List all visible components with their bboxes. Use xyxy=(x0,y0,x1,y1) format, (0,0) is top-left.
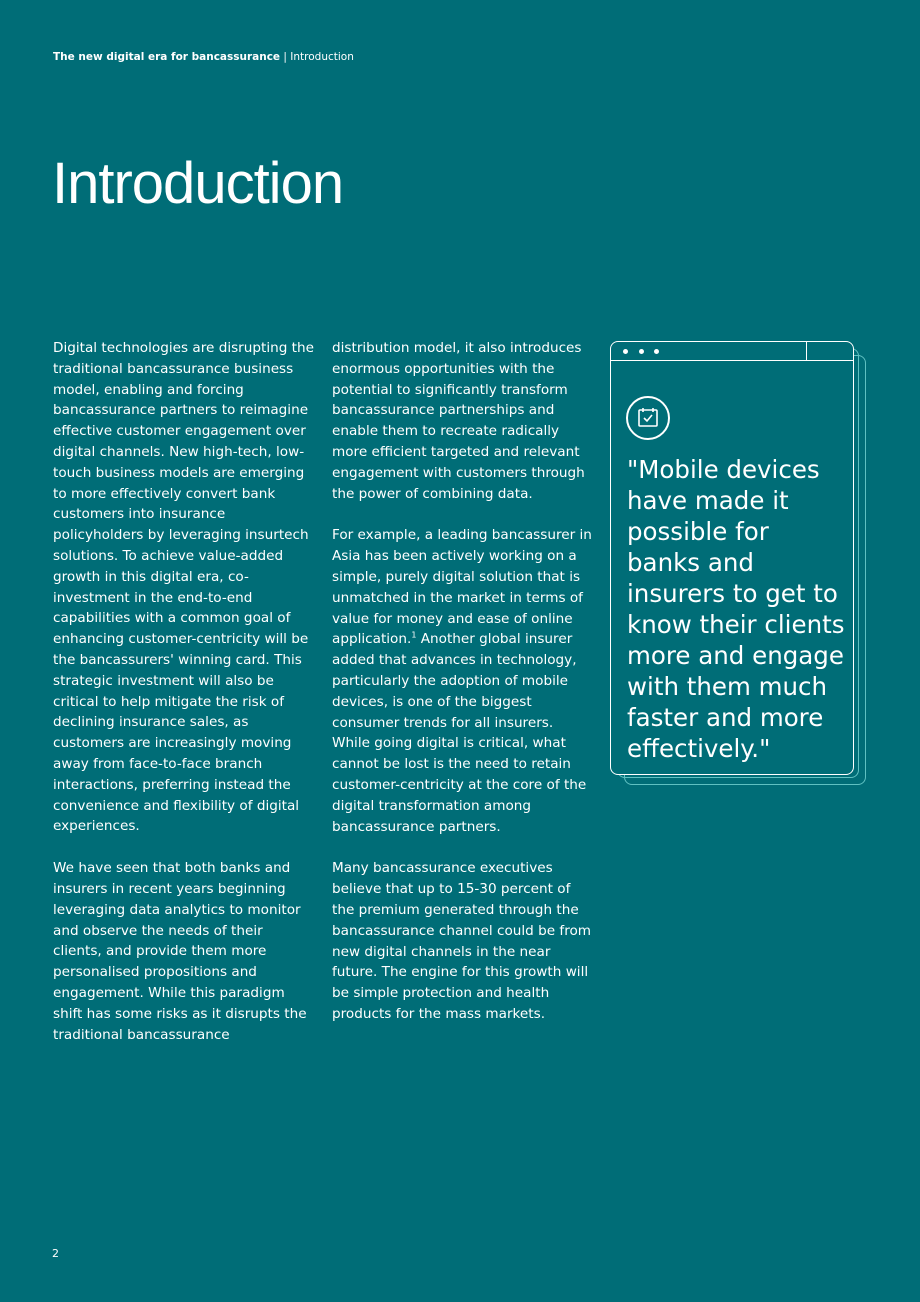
window-dot-icon xyxy=(639,349,644,354)
running-header xyxy=(53,50,354,64)
window-titlebar xyxy=(611,342,853,361)
body-column-left xyxy=(53,338,315,1066)
header-separator: | xyxy=(280,51,291,63)
paragraph: distribution model, it also introduces enormous opportunities with the potential to significantly transform bancassurance partnerships and enable them to recreate radically more efficient targeted and relevant engagement with customers through the power of combining data. xyxy=(332,340,585,502)
header-section: Introduction xyxy=(290,51,354,63)
window-dot-icon xyxy=(654,349,659,354)
paragraph xyxy=(332,525,594,837)
page-number: 2 xyxy=(52,1247,59,1260)
paragraph-text: For example, a leading bancassurer in Asia has been actively working on a simple, purely digital solution that is unmatched in the market in terms of value for money and ease of online application. xyxy=(332,527,592,648)
window-dot-icon xyxy=(623,349,628,354)
header-publication-title: The new digital era for bancassurance xyxy=(53,51,281,63)
body-column-middle xyxy=(332,338,594,1046)
paragraph: We have seen that both banks and insurers in recent years beginning leveraging data analytics to monitor and observe the needs of their clients, and provide them more personalised propositions and engagement. While this paradigm shift has some risks as it disrupts the traditional bancassurance xyxy=(53,860,307,1043)
paragraph: Many bancassurance executives believe that up to 15-30 percent of the premium generated through the bancassurance channel could be from new digital channels in the near future. The engine for this growth will be simple protection and health products for the mass markets. xyxy=(332,860,592,1022)
page-title: Introduction xyxy=(52,151,344,216)
titlebar-divider xyxy=(806,342,808,360)
pull-quote: "Mobile devices have made it possible for banks and insurers to get to know their clients more and engage with them much faster and more effectively." xyxy=(627,455,845,763)
footnote-ref[interactable]: 1 xyxy=(411,630,417,640)
paragraph-text: Another global insurer added that advances in technology, particularly the adoption of mobile devices, is one of the biggest consumer trends for all insurers. While going digital is critical, what cannot be lost is the need to retain customer-centricity at the core of the digital transformation among bancassurance partners. xyxy=(332,631,587,835)
quote-card-window xyxy=(610,341,854,775)
paragraph: Digital technologies are disrupting the traditional bancassurance business model, enabling and forcing bancassurance partners to reimagine effective customer engagement over digital channels. New high-tech, low-touch business models are emerging to more effectively convert bank customers into insurance policyholders by leveraging insurtech solutions. To achieve value-added growth in this digital era, co-investment in the end-to-end capabilities with a common goal of enhancing customer-centricity will be the bancassurers' winning card. This strategic investment will also be critical to help mitigate the risk of declining insurance sales, as customers are increasingly moving away from face-to-face branch interactions, preferring instead the convenience and flexibility of digital experiences. xyxy=(53,340,314,835)
quote-card xyxy=(610,341,868,789)
calendar-check-icon xyxy=(626,396,670,440)
